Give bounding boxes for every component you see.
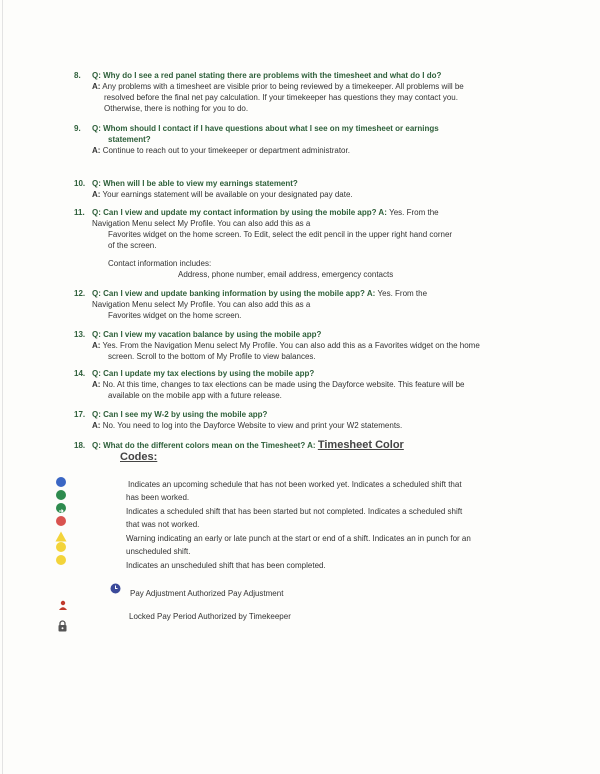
faq-answer — [92, 145, 547, 156]
yellow-in-punch-icon — [56, 542, 66, 552]
answer-line: available on the mobile app with a future release. — [108, 391, 282, 400]
lock-glyph — [57, 620, 68, 632]
answer-line: Otherwise, there is nothing for you to do. — [104, 104, 249, 113]
answer-text: Your earnings statement will be available on your designated pay date. — [102, 190, 353, 199]
faq-answer — [92, 420, 547, 431]
answer-line: Favorites widget on the home screen. — [108, 311, 242, 320]
arrow-glyph — [56, 506, 66, 516]
faq-question: Q: Can I view my vacation balance by using the mobile app? — [92, 330, 322, 339]
faq-number: 11. — [74, 208, 85, 217]
faq-number: 12. — [74, 289, 86, 298]
answer-prefix: A: — [92, 421, 101, 430]
faq-question — [92, 207, 562, 218]
clock-glyph — [110, 583, 121, 594]
answer-line: resolved before the final net pay calculation. If your timekeeper has questions they may contact you. — [104, 93, 458, 102]
faq-answer — [92, 379, 547, 390]
answer-line: of the screen. — [108, 241, 157, 250]
answer-text: No. You need to log into the Dayforce Website to view and print your W2 statements. — [102, 421, 403, 430]
legend-line: Locked Pay Period Authorized by Timekeeper — [129, 612, 291, 621]
faq-question: Q: Can I update my tax elections by using the mobile app? — [92, 369, 315, 378]
green-dot-icon — [56, 490, 66, 500]
answer-line: No. At this time, changes to tax elections can be made using the Dayforce website. This feature will be — [102, 380, 465, 389]
faq-question: Q: Whom should I contact if I have questions about what I see on my timesheet or earnings — [92, 124, 439, 133]
faq-answer — [92, 189, 547, 200]
yellow-dot-icon — [56, 555, 66, 565]
faq-question-text: Q: What do the different colors mean on the Timesheet? — [92, 441, 306, 450]
answer-prefix: A: — [92, 190, 101, 199]
legend-line: that was not worked. — [126, 520, 200, 529]
answer-prefix: A: — [92, 341, 101, 350]
answer-line: Navigation Menu select My Profile. You can also add this as a — [92, 219, 311, 228]
legend-line: has been worked. — [126, 493, 190, 502]
legend-line: unscheduled shift. — [126, 547, 191, 556]
contact-label: Contact information includes: — [108, 259, 212, 268]
faq-answer — [92, 81, 547, 92]
legend-line: Warning indicating an early or late punch at the start or end of a shift. Indicates an in punch for an — [126, 534, 471, 543]
faq-number: 18. — [74, 441, 86, 450]
lock-icon — [57, 619, 68, 637]
faq-question — [92, 288, 562, 299]
answer-prefix: A: — [366, 289, 376, 298]
legend-line: Indicates a scheduled shift that has been started but not completed. Indicates a scheduled shift — [126, 507, 463, 516]
faq-answer — [92, 340, 547, 351]
answer-prefix: A: — [307, 441, 316, 450]
faq-question: Q: Why do I see a red panel stating there are problems with the timesheet and what do I do? — [92, 71, 442, 80]
faq-question — [92, 440, 562, 451]
faq-question-text: Q: Can I view and update my contact information by using the mobile app? — [92, 208, 377, 217]
green-arrow-icon — [56, 503, 66, 513]
blue-dot-icon — [56, 477, 66, 487]
faq-question: Q: Can I see my W-2 by using the mobile app? — [92, 410, 268, 419]
contact-list: Address, phone number, email address, emergency contacts — [178, 270, 394, 279]
faq-number: 13. — [74, 330, 86, 339]
answer-prefix: A: — [92, 82, 101, 91]
pay-adjustment-icon — [110, 581, 121, 599]
answer-text: Yes. From the — [389, 208, 439, 217]
warning-triangle — [55, 531, 67, 542]
answer-line: Navigation Menu select My Profile. You can also add this as a — [92, 300, 311, 309]
faq-number: 14. — [74, 369, 86, 378]
answer-text: Continue to reach out to your timekeeper or department administrator. — [102, 146, 350, 155]
person-icon — [58, 597, 68, 615]
answer-prefix: A: — [92, 146, 101, 155]
answer-prefix: A: — [378, 208, 387, 217]
faq-number: 17. — [74, 410, 86, 419]
answer-line: screen. Scroll to the bottom of My Profile to view balances. — [108, 352, 316, 361]
answer-text: Yes. From the — [377, 289, 428, 298]
faq-number: 8. — [74, 71, 81, 80]
answer-line: Favorites widget on the home screen. To Edit, select the edit pencil in the upper right hand corner — [108, 230, 453, 239]
answer-line: Any problems with a timesheet are visible prior to being reviewed by a timekeeper. All problems will be — [102, 82, 464, 91]
scan-edge — [2, 0, 3, 774]
legend-line: Indicates an unscheduled shift that has been completed. — [126, 561, 326, 570]
color-codes-heading-cont: Codes: — [120, 451, 158, 463]
faq-question-text: Q: Can I view and update banking information by using the mobile app? — [92, 289, 365, 298]
faq-number: 9. — [74, 124, 81, 133]
faq-number: 10. — [74, 179, 86, 188]
answer-prefix: A: — [92, 380, 101, 389]
answer-line: Yes. From the Navigation Menu select My Profile. You can also add this as a Favorites widget on the home — [102, 341, 480, 350]
color-codes-heading: Timesheet Color — [317, 439, 404, 451]
person-glyph — [58, 600, 68, 610]
red-dot-icon — [56, 516, 66, 526]
faq-question-cont: statement? — [108, 135, 151, 144]
legend-line: Indicates an upcoming schedule that has not been worked yet. Indicates a scheduled shift that — [128, 480, 462, 489]
legend-line: Pay Adjustment Authorized Pay Adjustment — [130, 589, 284, 598]
faq-question: Q: When will I be able to view my earnings statement? — [92, 179, 298, 188]
